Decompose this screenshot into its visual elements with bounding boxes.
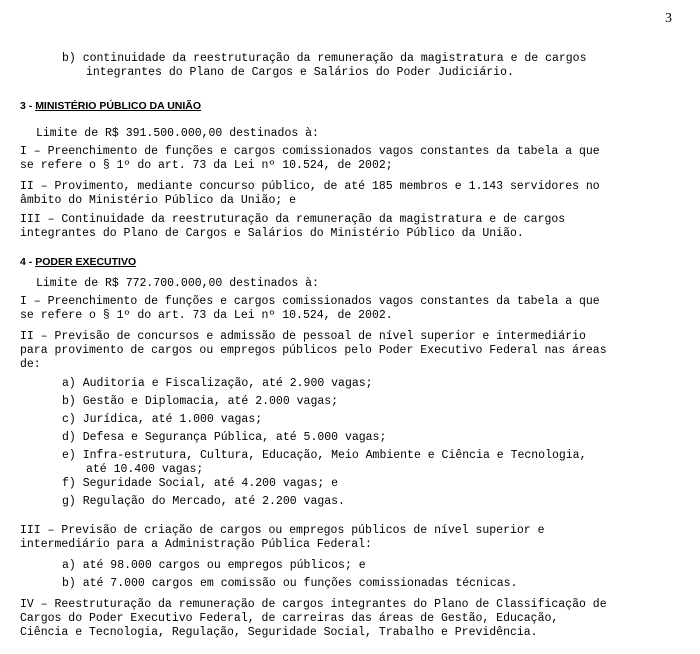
section-4-limit: Limite de R$ 772.700.000,00 destinados à: — [36, 277, 319, 290]
section-4-item-iv — [20, 598, 674, 640]
section-3-item-iii — [20, 213, 674, 241]
section-4-item-i-line-2: se refere o § 1º do art. 73 da Lei nº 10.524, de 2002. — [20, 309, 393, 322]
section-3-heading — [20, 99, 674, 113]
section-3-item-iii-line-1: III – Continuidade da reestruturação da remuneração da magistratura e de cargos — [20, 213, 566, 226]
section-4-title: PODER EXECUTIVO — [35, 256, 137, 268]
section-4-item-iv-line-1: IV – Reestruturação da remuneração de cargos integrantes do Plano de Classificação de — [20, 598, 607, 611]
section-4-ii-sub-e-line-2: até 10.400 vagas; — [86, 463, 204, 476]
section-4-ii-sub-a: a) Auditoria e Fiscalização, até 2.900 vagas; — [62, 377, 373, 390]
section-4-item-iv-line-3: Ciência e Tecnologia, Regulação, Seguridade Social, Trabalho e Previdência. — [20, 626, 538, 639]
section-4-item-iii-line-1: III – Previsão de criação de cargos ou empregos públicos de nível superior e — [20, 524, 545, 537]
section-4-item-ii-line-2: para provimento de cargos ou empregos públicos pelo Poder Executivo Federal nas áreas — [20, 344, 607, 357]
page-number: 3 — [665, 11, 672, 26]
section-4-item-iv-line-2: Cargos do Poder Executivo Federal, de carreiras das áreas de Gestão, Educação, — [20, 612, 559, 625]
section-4-ii-sub-c: c) Jurídica, até 1.000 vagas; — [62, 413, 263, 426]
section-4-iii-sub-a: a) até 98.000 cargos ou empregos públicos; e — [62, 559, 366, 572]
section-4-item-ii-line-1: II – Previsão de concursos e admissão de pessoal de nível superior e intermediário — [20, 330, 586, 343]
section-3-item-iii-line-2: integrantes do Plano de Cargos e Salários do Ministério Público da União. — [20, 227, 524, 240]
section-4-item-ii-line-3: de: — [20, 358, 41, 371]
prev-item-b-line-1: b) continuidade da reestruturação da remuneração da magistratura e de cargos — [62, 52, 587, 65]
section-4-ii-sub-g: g) Regulação do Mercado, até 2.200 vagas. — [62, 495, 345, 508]
section-3-title: MINISTÉRIO PÚBLICO DA UNIÃO — [35, 100, 202, 112]
section-4-item-iii-line-2: intermediário para a Administração Pública Federal: — [20, 538, 372, 551]
section-3-item-ii-line-1: II – Provimento, mediante concurso público, de até 185 membros e 1.143 servidores no — [20, 180, 600, 193]
section-4-item-iii — [20, 524, 674, 552]
section-3-item-i-line-1: I – Preenchimento de funções e cargos comissionados vagos constantes da tabela a que — [20, 145, 600, 158]
section-3-number: 3 - — [20, 100, 33, 112]
section-4-ii-sub-f: f) Seguridade Social, até 4.200 vagas; e — [62, 477, 339, 490]
section-4-iii-sub-b: b) até 7.000 cargos em comissão ou funções comissionadas técnicas. — [62, 577, 518, 590]
section-3-item-i — [20, 145, 674, 173]
section-4-number: 4 - — [20, 256, 33, 268]
prev-item-b-line-2: integrantes do Plano de Cargos e Salários do Poder Judiciário. — [86, 66, 514, 79]
section-4-heading — [20, 255, 674, 269]
section-3-item-ii — [20, 180, 674, 208]
section-4-ii-sub-d: d) Defesa e Segurança Pública, até 5.000 vagas; — [62, 431, 387, 444]
section-4-item-ii — [20, 330, 674, 372]
section-4-ii-sub-e — [62, 449, 674, 477]
section-3-item-i-line-2: se refere o § 1º do art. 73 da Lei nº 10.524, de 2002; — [20, 159, 393, 172]
prev-section-item-b — [62, 52, 674, 80]
section-3-item-ii-line-2: âmbito do Ministério Público da União; e — [20, 194, 297, 207]
section-4-item-i-line-1: I – Preenchimento de funções e cargos comissionados vagos constantes da tabela a que — [20, 295, 600, 308]
section-4-item-i — [20, 295, 674, 323]
section-3-limit: Limite de R$ 391.500.000,00 destinados à: — [36, 127, 319, 140]
section-4-ii-sub-e-line-1: e) Infra-estrutura, Cultura, Educação, Meio Ambiente e Ciência e Tecnologia, — [62, 449, 587, 462]
section-4-ii-sub-b: b) Gestão e Diplomacia, até 2.000 vagas; — [62, 395, 339, 408]
